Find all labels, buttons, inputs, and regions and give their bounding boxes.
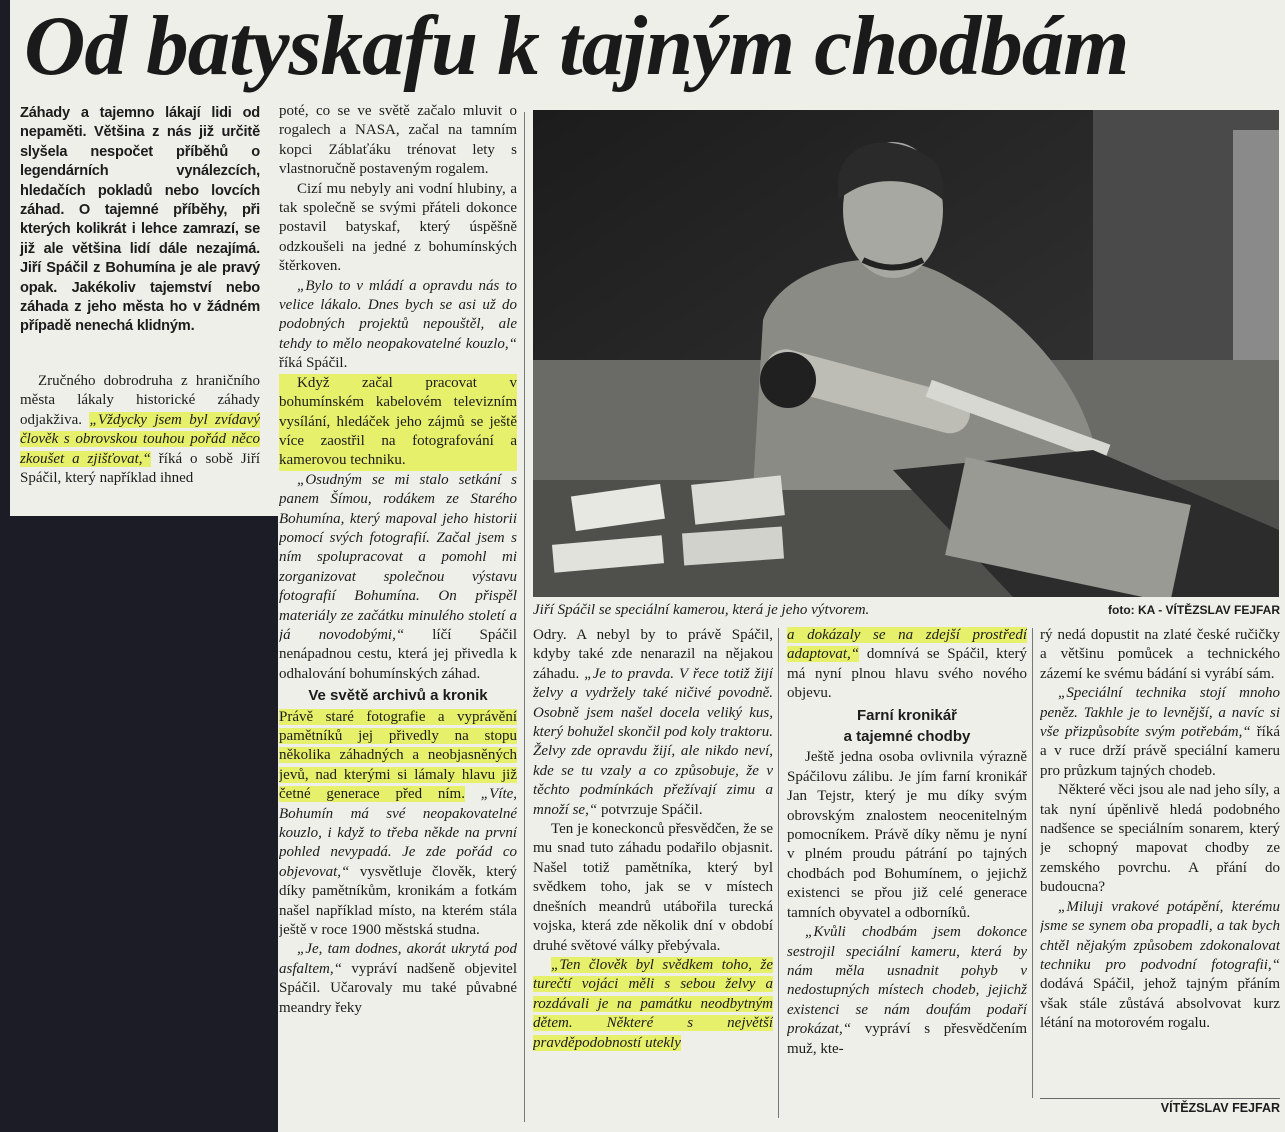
photo-credit: foto: KA - VÍTĚZSLAV FEJFAR bbox=[1108, 603, 1280, 617]
col4-p0: domnívá se Spáčil, který má nyní plnou hlavu svého nového objevu. bbox=[787, 646, 1027, 702]
col2-quote3: „Osudným se mi stalo setkání s panem Šímou, rodákem ze Starého Bohumína, který mapoval jeho historii pomocí svých fotografií. Začal jsem s ním spolupracovat a pomohl mi zorganizovat společnou výstavu fotografií Bohumína. On přispěl materiály ze začátku minulého století a já novodobými,“ bbox=[279, 471, 517, 643]
col2-quote5: „Je, tam dodnes, akorát ukrytá pod asfaltem,“ bbox=[279, 941, 517, 977]
col2-p4b: vysvětluje člověk, který díky pamětníkům, kronikám a fotkám našel například místo, na kterém stála ještě v roce 1900 městská studna. bbox=[279, 863, 517, 939]
article-byline: VÍTĚZSLAV FEJFAR bbox=[1160, 1101, 1280, 1115]
col2-p3: Když začal pracovat v bohumínském kabelovém televizním vysílání, hledáček jeho zájmů se ještě více zaostřil na fotografování a kamerovou techniku. bbox=[279, 374, 517, 471]
photo-caption: Jiří Spáčil se speciální kamerou, která je jeho výtvorem. bbox=[533, 602, 870, 618]
col2-p5: vypráví nadšeně objevitel Spáčil. Učarovaly mu také půvabné meandry řeky bbox=[279, 960, 517, 1016]
article-title: Od batyskafu k tajným chodbám bbox=[24, 0, 1129, 93]
col2-quote2: „Bylo to v mládí a opravdu nás to velice lákalo. Dnes bych se asi už do podobných projektů nepouštěl, ale tehdy to mělo neopakovatelné kouzlo,“ bbox=[279, 277, 517, 352]
col5-p0: rý nedá dopustit na zlaté české ručičky a většinu pomůcek a technického zázemí ke svému bádání si vyrábí sám. bbox=[1040, 627, 1280, 682]
col2-q3-after: líčí Spáčil nenápadnou cestu, která jej přivedla k odhalování bohumínských záhad. bbox=[279, 626, 517, 682]
subheading-archives: Ve světě archivů a kronik bbox=[308, 687, 488, 705]
col5-quote1: „Speciální technika stojí mnoho peněz. Takhle je to levnější, a navíc si vše přizpůsobíte svým potřebám,“ bbox=[1040, 685, 1280, 741]
column-1-body bbox=[20, 372, 260, 488]
byline-rule bbox=[1040, 1098, 1280, 1099]
col4-p1: Ještě jedna osoba ovlivnila výrazně Spáčilovu zálibu. Je jím farní kronikář Jan Tejstr, který je mu díky svým obrovským znalostem neocenitelným pomocníkem. Právě díky němu je nyní v plném proudu pátrání po tajných chodbách pod Bohumínem, o jejichž existenci se přou již celé generace tamních obyvatel a odborníků. bbox=[787, 749, 1027, 921]
article-photo bbox=[533, 110, 1279, 597]
col3-q1-after: potvrzuje Spáčil. bbox=[600, 801, 703, 818]
col1-after: říká o sobě Jiří Spáčil, který například ihned bbox=[20, 450, 261, 487]
col4-quote1: „Kvůli chodbám jsem dokonce sestrojil speciální kameru, která by nám měla usnadnit pohyb v nedostupných místech chodeb, jejichž existenci se nám doufám podaří prokázat,“ bbox=[787, 924, 1027, 1038]
col3-quote1: „Je to pravda. V řece totiž žijí želvy a vydržely také ničivé povodně. Osobně jsem našel docela veliký kus, který bohužel skončil pod koly traktoru. Želvy zde opravdu žijí, ale nikdo neví, kde se tu vzaly a co způsobuje, že v těchto podmínkách přežívají zimu a množí se,“ bbox=[533, 665, 773, 818]
column-5 bbox=[1040, 626, 1280, 1098]
col5-quote2: „Miluji vrakové potápění, kterému jsme se synem oba propadli, a tak bych chtěl nějakým způsobem zdokonalovat techniku pro podvodní fotografii,“ bbox=[1040, 898, 1280, 973]
column-4 bbox=[787, 626, 1027, 1126]
col5-p1: říká a v ruce drží právě speciální kameru pro průzkum tajných chodeb. bbox=[1040, 724, 1280, 779]
col1-text: Zručného dobrodruha z hraničního města lákaly historické záhady odjakživa. bbox=[20, 373, 260, 428]
article-lead: Záhady a tajemno lákají lidi od nepaměti. Většina z nás již určitě slyšela nespočet příběhů o legendárních vynálezcích, hledačích pokladů nebo lovcích záhad. O tajemné příběhy, při kterých kolikrát i lehce zamrazí, se již ale většina lidí dále nezajímá. Jiří Spáčil z Bohumína je ale pravý opak. Jakékoliv tajemství nebo záhada z jeho města ho v žádném případě nenechá klidným. bbox=[20, 105, 260, 335]
col3-p2: Ten je koneckonců přesvědčen, že se mu snad tuto záhadu podařilo objasnit. Našel totiž pamětníka, který byl svědkem toho, jak se v místech dnešních meandrů utábořila turecká vojska, která zde několik dní v období druhé světové války přebývala. bbox=[533, 821, 773, 954]
col1-quote: „Vždycky jsem byl zvídavý člověk s obrovskou touhou pořád něco zkoušet a zjišťovat,“ bbox=[20, 411, 260, 467]
col2-p2: Cizí mu nebyly ani vodní hlubiny, a tak společně se svými přáteli dokonce postavil batyskaf, který úspěšně odzkoušeli na jedné z bohumínských štěrkoven. bbox=[279, 180, 517, 275]
column-rule-2 bbox=[778, 628, 779, 1118]
col2-q2-after: říká Spáčil. bbox=[279, 355, 348, 372]
col4-p2: vypráví s přesvědčením muž, kte- bbox=[787, 1021, 1027, 1057]
col2-p4: Právě staré fotografie a vyprávění pamětníků jej přivedly na stopu několika záhadných a neobjasněných jevů, nad kterými si lámaly hlavu již četné generace před ním. bbox=[279, 708, 517, 803]
col2-quote4: „Víte, Bohumín má své neopakovatelné kouzlo, i když to třeba někde na první pohled nevypadá. Je zde pořád co objevovat,“ bbox=[279, 786, 517, 880]
col4-quote0: a dokázaly se na zdejší prostředí adaptovat,“ bbox=[787, 627, 1027, 663]
column-rule-3 bbox=[1032, 628, 1033, 1098]
col3-p1: Odry. A nebyl by to právě Spáčil, kdyby také zde nenarazil na nějakou záhadu. bbox=[533, 627, 773, 682]
subheading-chronicler-b: a tajemné chodby bbox=[843, 728, 971, 746]
column-2 bbox=[279, 102, 517, 1130]
col5-p2: Některé věci jsou ale nad jeho síly, a tak nyní úpěnlivě hledá podobného nadšence se speciálním sonarem, který je schopný mapovat chodby ze zemského povrchu. A přání do budoucna? bbox=[1040, 782, 1280, 896]
man-holding-camera-icon bbox=[533, 110, 1279, 597]
column-rule-1 bbox=[524, 112, 525, 1122]
column-3 bbox=[533, 626, 773, 1126]
col2-p1: poté, co se ve světě začalo mluvit o rogalech a NASA, začal na tamním kopci Záblaťáku trénovat lety s vlastnoručně postaveným rogalem. bbox=[279, 103, 517, 178]
subheading-chronicler-a: Farní kronikář bbox=[856, 706, 958, 724]
col5-p3: dodává Spáčil, jehož tajným přáním však stále zůstává absolvovat kurz létání na motorovém rogalu. bbox=[1040, 976, 1280, 1032]
col3-quote2: „Ten člověk byl svědkem toho, že turečtí vojáci měli s sebou želvy a rozdávali je na památku neodbytným dětem. Některé s největší pravděpodobností utekly bbox=[533, 956, 773, 1051]
